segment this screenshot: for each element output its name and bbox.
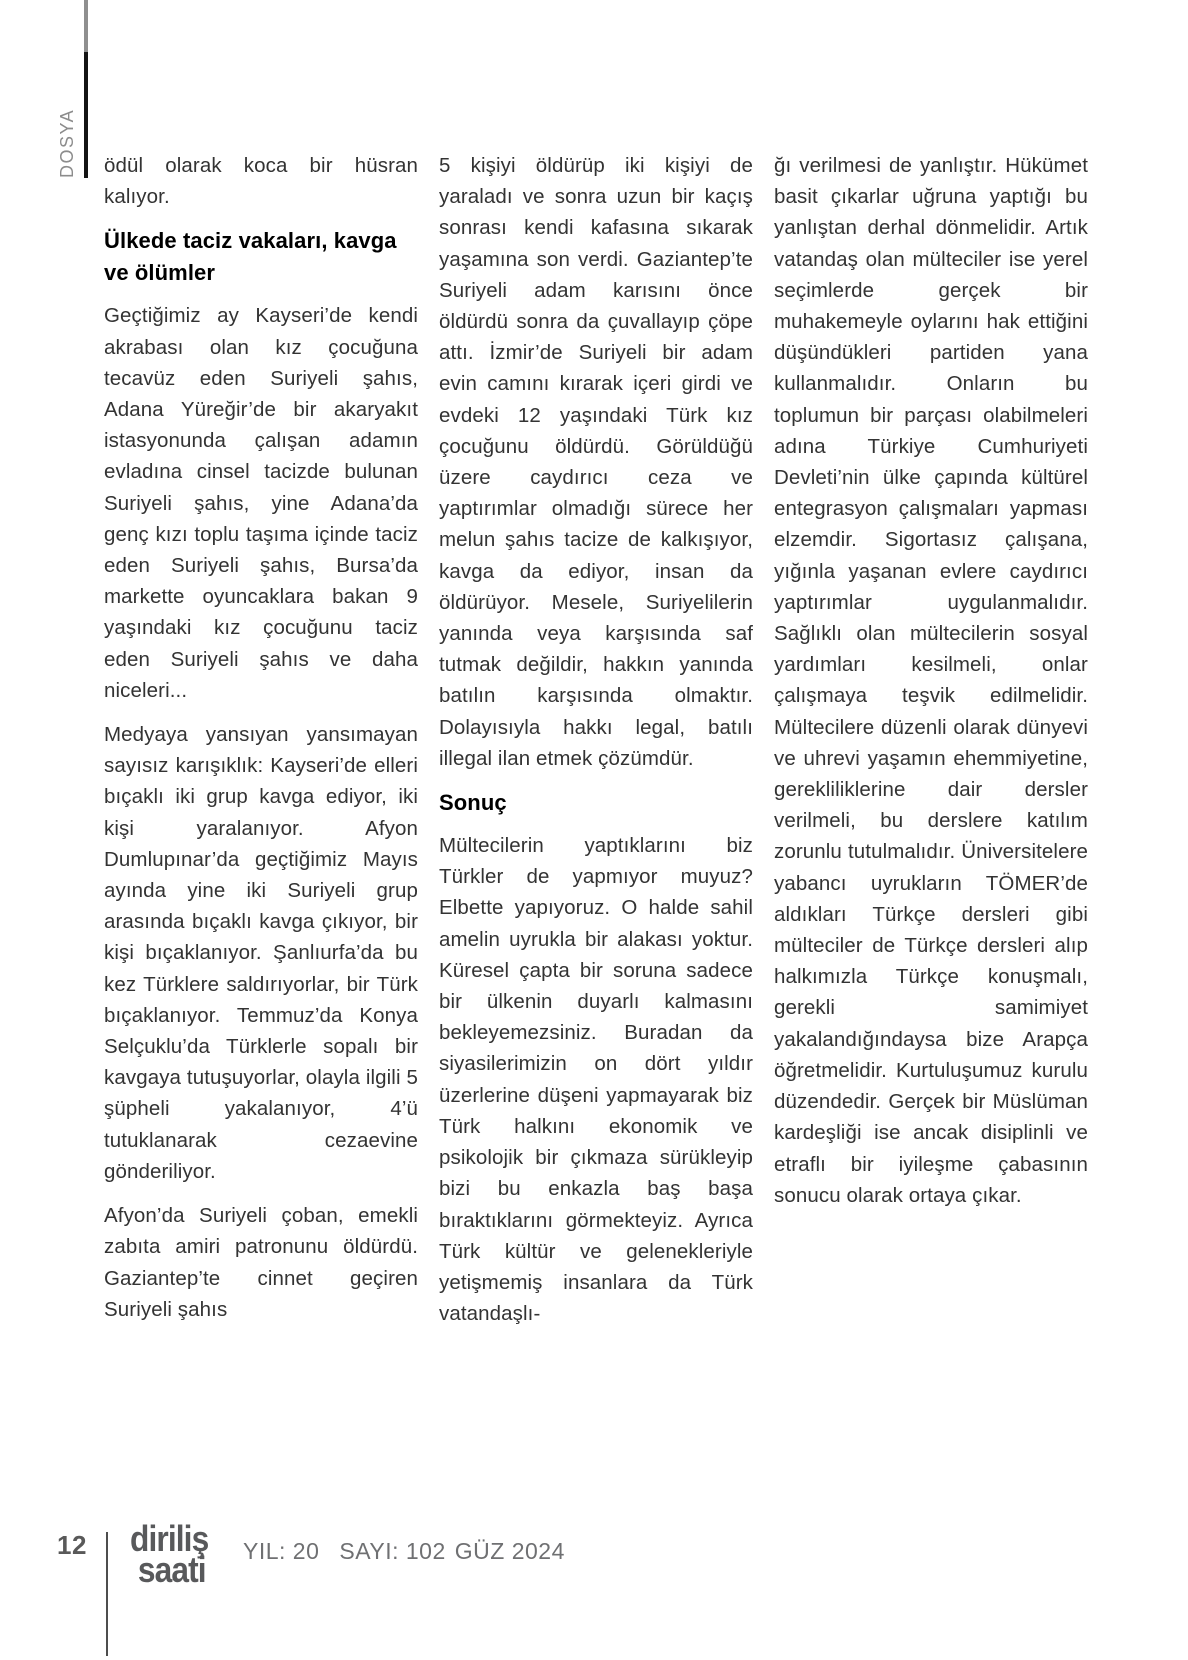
paragraph: Mültecilerin yaptıklarını biz Türkler de yapmıyor muyuz? Elbette yapıyoruz. O halde sahil amelin uyrukla bir alakası yoktur. Küresel çapta bir soruna sadece bir ülkenin duyarlı kalmasını bekleyemezsiniz. Buradan da siyasilerimizin on dört yıldır üzerlerine düşeni yapmayarak biz Türk halkını ekonomik ve psikolojik bir çıkmaza sürükleyip bizi bu enkazla baş başa bıraktıklarını görmekteyiz. Ayrıca Türk kültür ve gelenekleriyle yetişmemiş insanlara da Türk vatandaşlı-	[439, 834, 753, 1326]
issue-season: GÜZ 2024	[454, 1538, 565, 1564]
magazine-logo	[130, 1518, 209, 1590]
issue-year: YIL: 20	[243, 1538, 320, 1564]
footer-divider-line	[106, 1532, 108, 1656]
issue-number: SAYI: 102	[339, 1538, 446, 1564]
paragraph: Afyon’da Suriyeli çoban, emekli zabıta amiri patronunu öldürdü. Gaziantep’te cinnet geçiren Suriyeli şahıs	[104, 1204, 418, 1321]
column-2	[439, 150, 753, 1413]
article-columns	[104, 150, 1088, 1413]
section-heading-sonuc: Sonuç	[439, 790, 507, 816]
logo-line-1: diriliş	[130, 1518, 209, 1559]
column-1	[104, 150, 418, 1413]
paragraph: ödül olarak koca bir hüsran kalıyor.	[104, 154, 418, 209]
column-3	[774, 150, 1088, 1413]
logo-line-2: saati	[137, 1549, 206, 1590]
paragraph: 5 kişiyi öldürüp iki kişiyi de yaraladı ve sonra uzun bir kaçış sonrası kendi kafasına sıkarak yaşamına son verdi. Gaziantep’te Suriyeli adam karısını önce öldürdü sonra da çuvallayıp çöpe attı. İzmir’de Suriyeli bir adam evin camını kırarak içeri girdi ve evdeki 12 yaşındaki Türk kız çocuğunu öldürdü. Görüldüğü üzere caydırıcı ceza ve yaptırımlar olmadığı sürece her melun şahıs tacize de kalkışıyor, kavga da ediyor, insan da öldürüyor. Mesele, Suriyelilerin yanında veya karşısında saf tutmak değildir, hakkın yanında batılın karşısında olmaktır. Dolayısıyla hakkı legal, batılı illegal ilan etmek çözümdür.	[439, 154, 753, 770]
sidebar-bar-black-segment	[84, 52, 88, 178]
section-heading: Ülkede taciz vakaları, kavga ve ölümler	[104, 228, 397, 286]
paragraph: Medyaya yansıyan yansımayan sayısız karışıklık: Kayseri’de elleri bıçaklı iki grup kavga ediyor, iki kişi yaralanıyor. Afyon Dumlupınar’da geçtiğimiz Mayıs ayında yine iki Suriyeli grup arasında bıçaklı kavga çıkıyor, bir kişi bıçaklanıyor. Şanlıurfa’da bu kez Türklere saldırıyorlar, bir Türk bıçaklanıyor. Temmuz’da Konya Selçuklu’da Türklerle sopalı bir kavgaya tutuşuyorlar, olayla ilgili 5 şüpheli yakalanıyor, 4’ü tutuklanarak cezaevine gönderiliyor.	[104, 723, 418, 1183]
issue-info	[243, 1538, 565, 1565]
page-number: 12	[57, 1530, 87, 1560]
paragraph: Geçtiğimiz ay Kayseri’de kendi akrabası olan kız çocuğuna tecavüz eden Suriyeli şahıs, Adana Yüreğir’de bir akaryakıt istasyonunda çalışan adamın evladına cinsel tacizde bulunan Suriyeli şahıs, yine Adana’da genç kızı toplu taşıma içinde taciz eden Suriyeli şahıs, Bursa’da markette oyuncaklara bakan 9 yaşındaki kız çocuğunu taciz eden Suriyeli şahıs ve daha niceleri...	[104, 304, 418, 702]
sidebar-bar-gray-segment	[84, 0, 88, 52]
section-label-dosya: DOSYA	[57, 108, 77, 178]
paragraph: ğı verilmesi de yanlıştır. Hükümet basit çıkarlar uğruna yaptığı bu yanlıştan derhal dönmelidir. Artık vatandaş olan mülteciler ise yerel seçimlerde gerçek bir muhakemeyle oylarını hak ettiğini düşündükleri partiden yana kullanmalıdır. Onların bu toplumun bir parçası olabilmeleri adına Türkiye Cumhuriyeti Devleti’nin ülke çapında kültürel entegrasyon çalışmaları yapması elzemdir. Sigortasız çalışana, yığınla yaşanan evlere caydırıcı yaptırımlar uygulanmalıdır. Sağlıklı olan mültecilerin sosyal yardımları kesilmeli, onlar çalışmaya teşvik edilmelidir. Mültecilere düzenli olarak dünyevi ve uhrevi yaşamın ehemmiyetine, gerekliliklerine dair dersler verilmeli, bu derslere katılım zorunlu tutulmalıdır. Üniversitelere yabancı uyrukların TÖMER’de aldıkları Türkçe dersleri gibi mülteciler de Türkçe dersleri alıp halkımızla Türkçe konuşmalı, gerekli samimiyet yakalandığındaysa bize Arapça öğretmelidir. Kurtuluşumuz kurulu düzendedir. Gerçek bir Müslüman kardeşliği ise ancak disiplinli ve etraflı bir iyileşme çabasının sonucu olarak ortaya çıkar.	[774, 154, 1088, 1207]
